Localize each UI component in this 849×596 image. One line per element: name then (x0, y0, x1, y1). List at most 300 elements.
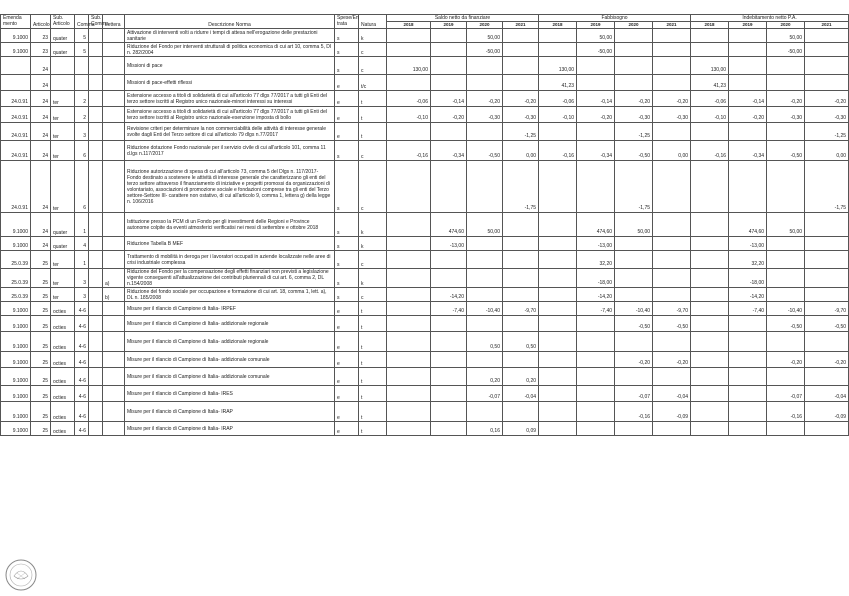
table-row (1, 368, 849, 386)
indebitamento-value (767, 269, 805, 288)
table-row (1, 57, 849, 75)
sub-comma-cell (89, 251, 103, 269)
saldo-value (431, 386, 467, 402)
fabbisogno-value (539, 251, 577, 269)
descrizione-cell: Riduzione del Fondo per interventi strutturali di politica economica di cui art 10, comma 5, DI n. 282/2004 (125, 43, 335, 57)
saldo-value: -7,40 (431, 302, 467, 316)
fabbisogno-value (615, 422, 653, 436)
articolo-cell: 25 (31, 269, 51, 288)
fabbisogno-value (653, 368, 691, 386)
year-header: 2018 (691, 22, 729, 29)
sub-articolo-cell (51, 75, 75, 91)
descrizione-cell: Estensione accesso a titoli di solidarietà di cui all'articolo 77 dlgs 77/2017 a tutti gli Enti del terzo settore iscritti al Registro unico nazionale-esenzione imposta di bollo (125, 107, 335, 123)
table-row (1, 386, 849, 402)
saldo-value (503, 43, 539, 57)
saldo-value (387, 213, 431, 237)
articolo-cell: 24 (31, 75, 51, 91)
fabbisogno-value (577, 386, 615, 402)
fabbisogno-value (539, 213, 577, 237)
lettera-cell: a) (103, 269, 125, 288)
fabbisogno-value (577, 123, 615, 141)
sub-articolo-cell (51, 57, 75, 75)
saldo-value (467, 161, 503, 213)
saldo-value: 130,00 (387, 57, 431, 75)
comma-cell: 5 (75, 43, 89, 57)
lettera-cell (103, 237, 125, 251)
lettera-cell (103, 123, 125, 141)
sub-articolo-cell: ter (51, 288, 75, 302)
saldo-value (467, 402, 503, 422)
saldo-value (431, 352, 467, 368)
comma-cell: 4-6 (75, 402, 89, 422)
fabbisogno-value: -13,00 (577, 237, 615, 251)
sub-comma-cell (89, 352, 103, 368)
year-header: 2021 (503, 22, 539, 29)
sub-comma-cell (89, 368, 103, 386)
saldo-value (467, 288, 503, 302)
indebitamento-value: -0,14 (729, 91, 767, 107)
indebitamento-value (691, 352, 729, 368)
saldo-value (503, 352, 539, 368)
fabbisogno-value (653, 237, 691, 251)
sub-comma-cell (89, 123, 103, 141)
fabbisogno-value (653, 75, 691, 91)
saldo-value: -1,25 (503, 123, 539, 141)
articolo-cell: 24 (31, 141, 51, 161)
saldo-value (431, 29, 467, 43)
indebitamento-value: -0,34 (729, 141, 767, 161)
emendamento-cell: 24.0.91 (1, 91, 31, 107)
year-header: 2019 (729, 22, 767, 29)
indebitamento-value: -13,00 (729, 237, 767, 251)
fabbisogno-value (577, 352, 615, 368)
saldo-value: -10,40 (467, 302, 503, 316)
descrizione-cell: Riduzione dotazione Fondo nazionale per il servizio civile di cui all'articolo 101, comma 11 d.lgs n.117/2017 (125, 141, 335, 161)
fabbisogno-value: -0,20 (653, 91, 691, 107)
comma-cell: 5 (75, 29, 89, 43)
table-row (1, 251, 849, 269)
saldo-value (431, 251, 467, 269)
spese-entrata-cell: e (335, 107, 359, 123)
indebitamento-value: -10,40 (767, 302, 805, 316)
indebitamento-value (729, 386, 767, 402)
indebitamento-value: -0,16 (767, 402, 805, 422)
articolo-cell: 25 (31, 422, 51, 436)
natura-cell: t/c (359, 75, 387, 91)
saldo-value (387, 302, 431, 316)
indebitamento-value: -14,20 (729, 288, 767, 302)
saldo-value: -13,00 (431, 237, 467, 251)
table-row (1, 213, 849, 237)
descrizione-cell: Misure per il rilancio di Campione di Italia- addizionale regionale (125, 332, 335, 352)
fabbisogno-value: -9,70 (653, 302, 691, 316)
indebitamento-value: -0,09 (805, 402, 849, 422)
fabbisogno-value (615, 57, 653, 75)
comma-cell: 3 (75, 269, 89, 288)
spese-entrata-cell: e (335, 75, 359, 91)
fabbisogno-value: -0,20 (653, 352, 691, 368)
saldo-value (387, 402, 431, 422)
spese-entrata-cell: s (335, 57, 359, 75)
indebitamento-value: -0,20 (767, 91, 805, 107)
year-header: 2018 (387, 22, 431, 29)
saldo-value (387, 75, 431, 91)
indebitamento-value (805, 251, 849, 269)
col-comma: Comma (75, 15, 89, 29)
indebitamento-value: -0,30 (767, 107, 805, 123)
fabbisogno-value: -0,06 (539, 91, 577, 107)
fabbisogno-value (577, 316, 615, 332)
indebitamento-value: 41,23 (691, 75, 729, 91)
emendamento-cell: 9.1000 (1, 302, 31, 316)
saldo-value (431, 43, 467, 57)
indebitamento-value: -0,06 (691, 91, 729, 107)
fabbisogno-value (577, 368, 615, 386)
natura-cell: t (359, 352, 387, 368)
indebitamento-value: -0,16 (691, 141, 729, 161)
fabbisogno-value (653, 57, 691, 75)
col-sub-comma: Sub. Comma (89, 15, 103, 29)
fabbisogno-value (577, 57, 615, 75)
sub-comma-cell (89, 91, 103, 107)
descrizione-cell: Misure per il rilancio di Campione di Italia- addizionale regionale (125, 316, 335, 332)
table-row (1, 302, 849, 316)
saldo-value: -0,07 (467, 386, 503, 402)
descrizione-cell: Riduzione del Fondo per la compensazione degli effetti finanziari non previsti a legislazione vigente conseguenti all'attualizzazione dei contributi pluriennali di cui art. 6, comma 2, DL n.154/2008 (125, 269, 335, 288)
comma-cell: 4-6 (75, 352, 89, 368)
fabbisogno-value: -0,16 (539, 141, 577, 161)
comma-cell: 2 (75, 91, 89, 107)
indebitamento-value (729, 422, 767, 436)
articolo-cell: 24 (31, 57, 51, 75)
emendamento-cell: 9.1000 (1, 402, 31, 422)
fabbisogno-value (615, 75, 653, 91)
spese-entrata-cell: s (335, 269, 359, 288)
fabbisogno-value: -10,40 (615, 302, 653, 316)
saldo-value (431, 316, 467, 332)
comma-cell: 6 (75, 161, 89, 213)
emendamento-cell: 24.0.91 (1, 107, 31, 123)
fabbisogno-value: 32,20 (577, 251, 615, 269)
comma-cell: 4-6 (75, 302, 89, 316)
fabbisogno-value: -0,30 (615, 107, 653, 123)
articolo-cell: 24 (31, 213, 51, 237)
fabbisogno-value (653, 213, 691, 237)
fabbisogno-value (539, 269, 577, 288)
sub-articolo-cell: quater (51, 237, 75, 251)
table-row (1, 332, 849, 352)
fabbisogno-value (615, 237, 653, 251)
indebitamento-value (767, 57, 805, 75)
lettera-cell (103, 75, 125, 91)
saldo-value: 0,20 (467, 368, 503, 386)
fabbisogno-value: -0,50 (615, 316, 653, 332)
indebitamento-value (691, 251, 729, 269)
spese-entrata-cell: s (335, 141, 359, 161)
articolo-cell: 25 (31, 251, 51, 269)
indebitamento-value: -1,75 (805, 161, 849, 213)
indebitamento-value (767, 161, 805, 213)
fabbisogno-value: 50,00 (577, 29, 615, 43)
natura-cell: c (359, 141, 387, 161)
indebitamento-value (729, 352, 767, 368)
articolo-cell: 25 (31, 402, 51, 422)
fabbisogno-value (615, 251, 653, 269)
comma-cell: 4-6 (75, 422, 89, 436)
indebitamento-value (805, 422, 849, 436)
fabbisogno-value (577, 422, 615, 436)
saldo-value: -0,14 (431, 91, 467, 107)
indebitamento-value (691, 422, 729, 436)
indebitamento-value (729, 57, 767, 75)
descrizione-cell: Misure per il rilancio di Campione di Italia- addizionale comunale (125, 352, 335, 368)
saldo-value (503, 213, 539, 237)
descrizione-cell: Misure per il rilancio di Campione di Italia- IRAP (125, 402, 335, 422)
comma-cell: 4-6 (75, 316, 89, 332)
table-row (1, 402, 849, 422)
fabbisogno-value (577, 161, 615, 213)
fabbisogno-value (539, 386, 577, 402)
fabbisogno-value: -1,25 (615, 123, 653, 141)
sub-comma-cell (89, 332, 103, 352)
table-row (1, 29, 849, 43)
fabbisogno-value (615, 332, 653, 352)
spese-entrata-cell: e (335, 386, 359, 402)
sub-articolo-cell: quater (51, 43, 75, 57)
comma-cell: 4-6 (75, 368, 89, 386)
lettera-cell (103, 57, 125, 75)
year-header: 2020 (615, 22, 653, 29)
spese-entrata-cell: e (335, 302, 359, 316)
emendamento-cell: 25.0.39 (1, 251, 31, 269)
sub-comma-cell (89, 422, 103, 436)
saldo-value: 474,60 (431, 213, 467, 237)
indebitamento-value (729, 43, 767, 57)
natura-cell: t (359, 386, 387, 402)
saldo-value (387, 316, 431, 332)
table-row (1, 43, 849, 57)
indebitamento-value (767, 422, 805, 436)
indebitamento-value: -0,04 (805, 386, 849, 402)
comma-cell: 2 (75, 107, 89, 123)
indebitamento-value: -9,70 (805, 302, 849, 316)
comma-cell (75, 57, 89, 75)
indebitamento-value (691, 302, 729, 316)
emendamento-cell: 9.1000 (1, 29, 31, 43)
articolo-cell: 25 (31, 288, 51, 302)
indebitamento-value (729, 161, 767, 213)
natura-cell: k (359, 29, 387, 43)
sub-articolo-cell: octies (51, 402, 75, 422)
descrizione-cell: Misure per il rilancio di Campione di Italia- IRPEF (125, 302, 335, 316)
sub-comma-cell (89, 302, 103, 316)
saldo-value: -0,10 (387, 107, 431, 123)
fabbisogno-value: 41,23 (539, 75, 577, 91)
emendamento-cell: 9.1000 (1, 316, 31, 332)
indebitamento-value (805, 288, 849, 302)
indebitamento-value: -50,00 (767, 43, 805, 57)
natura-cell: c (359, 161, 387, 213)
saldo-value (431, 368, 467, 386)
sub-comma-cell (89, 141, 103, 161)
saldo-value: -0,20 (503, 91, 539, 107)
sub-comma-cell (89, 75, 103, 91)
saldo-value: -0,30 (503, 107, 539, 123)
fabbisogno-value (653, 123, 691, 141)
indebitamento-value (729, 368, 767, 386)
table-row (1, 422, 849, 436)
indebitamento-value (729, 75, 767, 91)
col-natura: Natura (359, 15, 387, 29)
year-header: 2021 (805, 22, 849, 29)
comma-cell: 4-6 (75, 332, 89, 352)
indebitamento-value (691, 368, 729, 386)
spese-entrata-cell: e (335, 352, 359, 368)
lettera-cell (103, 302, 125, 316)
sub-articolo-cell: ter (51, 91, 75, 107)
sub-comma-cell (89, 402, 103, 422)
articolo-cell: 25 (31, 368, 51, 386)
indebitamento-value (729, 316, 767, 332)
lettera-cell (103, 332, 125, 352)
saldo-value: -0,30 (467, 107, 503, 123)
indebitamento-value (691, 213, 729, 237)
saldo-value (503, 237, 539, 251)
sub-articolo-cell: quater (51, 213, 75, 237)
fabbisogno-value (653, 332, 691, 352)
indebitamento-value (805, 29, 849, 43)
natura-cell: t (359, 368, 387, 386)
fabbisogno-value: 474,60 (577, 213, 615, 237)
indebitamento-value (767, 288, 805, 302)
natura-cell: c (359, 288, 387, 302)
indebitamento-value (805, 43, 849, 57)
comma-cell: 3 (75, 123, 89, 141)
comma-cell: 4 (75, 237, 89, 251)
indebitamento-value: -0,50 (767, 141, 805, 161)
fabbisogno-value (539, 237, 577, 251)
lettera-cell (103, 352, 125, 368)
indebitamento-value: -0,30 (805, 107, 849, 123)
fabbisogno-value: -18,00 (577, 269, 615, 288)
sub-comma-cell (89, 316, 103, 332)
indebitamento-value (729, 29, 767, 43)
saldo-value: 0,00 (503, 141, 539, 161)
natura-cell: c (359, 251, 387, 269)
saldo-value (431, 422, 467, 436)
indebitamento-value: -0,20 (729, 107, 767, 123)
sub-comma-cell (89, 288, 103, 302)
comma-cell: 6 (75, 141, 89, 161)
sub-articolo-cell: octies (51, 352, 75, 368)
indebitamento-value (729, 402, 767, 422)
official-stamp-seal (4, 558, 38, 592)
saldo-value: 50,00 (467, 213, 503, 237)
fabbisogno-value (539, 422, 577, 436)
articolo-cell: 25 (31, 302, 51, 316)
table-row (1, 123, 849, 141)
fabbisogno-value: -0,10 (539, 107, 577, 123)
emendamento-cell: 24.0.91 (1, 161, 31, 213)
fabbisogno-value (653, 251, 691, 269)
natura-cell: t (359, 123, 387, 141)
lettera-cell (103, 402, 125, 422)
year-header: 2019 (577, 22, 615, 29)
fabbisogno-value: -0,09 (653, 402, 691, 422)
natura-cell: t (359, 316, 387, 332)
lettera-cell (103, 422, 125, 436)
year-header: 2020 (767, 22, 805, 29)
emendamento-cell: 9.1000 (1, 332, 31, 352)
lettera-cell (103, 43, 125, 57)
fabbisogno-value (577, 332, 615, 352)
fabbisogno-value: -0,20 (577, 107, 615, 123)
spese-entrata-cell: s (335, 237, 359, 251)
natura-cell: c (359, 43, 387, 57)
spese-entrata-cell: s (335, 161, 359, 213)
comma-cell: 4-6 (75, 386, 89, 402)
saldo-value: -0,20 (467, 91, 503, 107)
fabbisogno-value: -0,16 (615, 402, 653, 422)
fabbisogno-value (539, 332, 577, 352)
table-row (1, 141, 849, 161)
indebitamento-value (691, 332, 729, 352)
indebitamento-value (805, 368, 849, 386)
fabbisogno-value (539, 161, 577, 213)
saldo-value (387, 288, 431, 302)
indebitamento-value (691, 161, 729, 213)
saldo-value (503, 288, 539, 302)
indebitamento-value: -0,50 (767, 316, 805, 332)
fabbisogno-value (615, 29, 653, 43)
spese-entrata-cell: s (335, 213, 359, 237)
sub-articolo-cell: ter (51, 251, 75, 269)
sub-comma-cell (89, 386, 103, 402)
indebitamento-value: -1,25 (805, 123, 849, 141)
sub-comma-cell (89, 107, 103, 123)
table-row (1, 237, 849, 251)
emendamento-cell (1, 57, 31, 75)
indebitamento-value (805, 75, 849, 91)
saldo-value: -0,16 (387, 141, 431, 161)
descrizione-cell: Misure per il rilancio di Campione di Italia- IRAP (125, 422, 335, 436)
sub-articolo-cell: octies (51, 332, 75, 352)
sub-articolo-cell: octies (51, 422, 75, 436)
fabbisogno-value (653, 269, 691, 288)
col-sub-articolo: Sub. Articolo (51, 15, 75, 29)
indebitamento-value (805, 57, 849, 75)
indebitamento-value (767, 237, 805, 251)
natura-cell: t (359, 107, 387, 123)
fabbisogno-value (539, 302, 577, 316)
spese-entrata-cell: e (335, 91, 359, 107)
lettera-cell (103, 368, 125, 386)
indebitamento-value (691, 237, 729, 251)
emendamento-cell: 24.0.91 (1, 141, 31, 161)
fabbisogno-value: 130,00 (539, 57, 577, 75)
saldo-value (467, 251, 503, 269)
fabbisogno-value: -0,20 (615, 91, 653, 107)
fabbisogno-value: -1,75 (615, 161, 653, 213)
articolo-cell: 24 (31, 107, 51, 123)
saldo-value: -0,04 (503, 386, 539, 402)
fabbisogno-value (539, 368, 577, 386)
fabbisogno-value (615, 43, 653, 57)
saldo-value (503, 75, 539, 91)
articolo-cell: 24 (31, 237, 51, 251)
saldo-value: 50,00 (467, 29, 503, 43)
sub-comma-cell (89, 43, 103, 57)
